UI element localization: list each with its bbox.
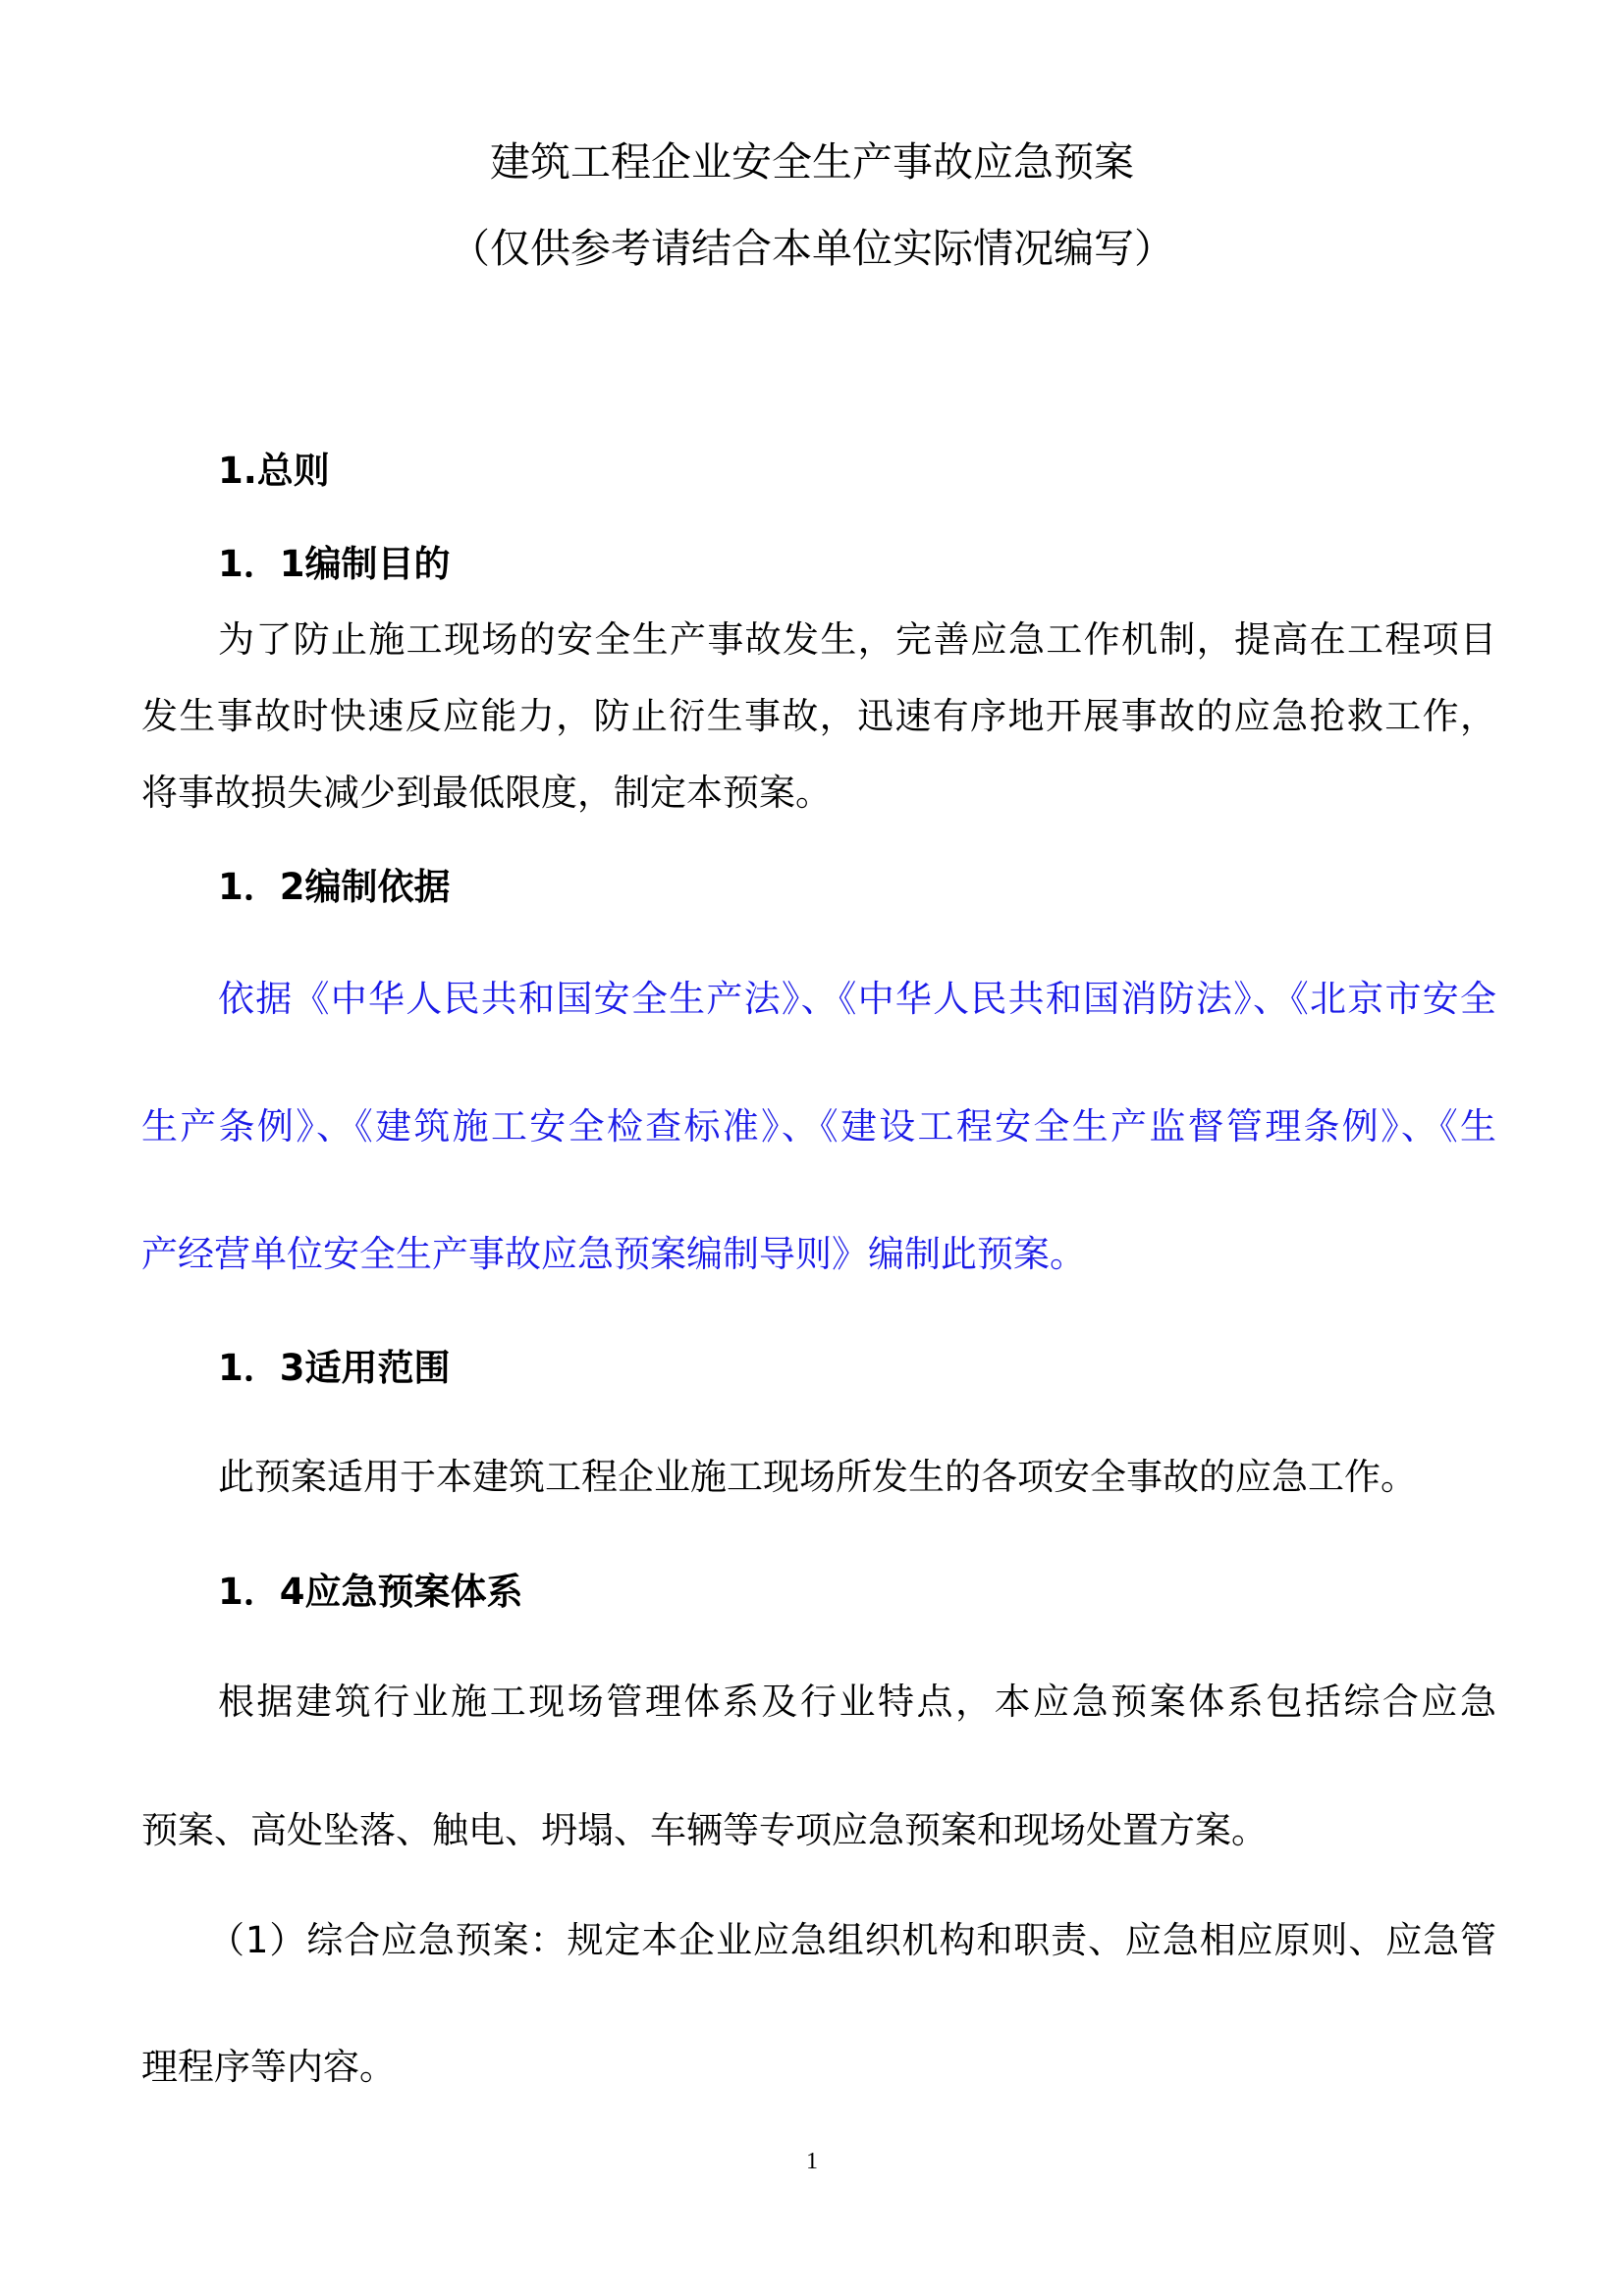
section-heading-purpose: 1．1编制目的 — [218, 543, 451, 585]
basis-line-1: 依据《中华人民共和国安全生产法》、《中华人民共和国消防法》、《北京市安全 — [218, 978, 1496, 1020]
system-line-3: （1）综合应急预案：规定本企业应急组织机构和职责、应急相应原则、应急管 — [208, 1919, 1496, 1961]
document-title: 建筑工程企业安全生产事故应急预案 — [490, 138, 1134, 186]
purpose-line-2: 发生事故时快速反应能力，防止衍生事故，迅速有序地开展事故的应急抢救工作， — [141, 695, 1496, 737]
purpose-line-3: 将事故损失减少到最低限度，制定本预案。 — [141, 772, 832, 814]
purpose-line-1: 为了防止施工现场的安全生产事故发生，完善应急工作机制，提高在工程项目 — [218, 618, 1496, 661]
section-heading-basis: 1．2编制依据 — [218, 866, 451, 908]
section-heading-system: 1．4应急预案体系 — [218, 1571, 523, 1613]
section-heading-general: 1.总则 — [218, 450, 330, 492]
section-heading-scope: 1．3适用范围 — [218, 1347, 451, 1389]
scope-line-1: 此预案适用于本建筑工程企业施工现场所发生的各项安全事故的应急工作。 — [218, 1456, 1417, 1498]
basis-line-3: 产经营单位安全生产事故应急预案编制导则》编制此预案。 — [141, 1233, 1086, 1275]
document-subtitle: （仅供参考请结合本单位实际情况编写） — [450, 225, 1174, 272]
system-line-2: 预案、高处坠落、触电、坍塌、车辆等专项应急预案和现场处置方案。 — [141, 1809, 1268, 1851]
page-number: 1 — [806, 2149, 818, 2174]
system-line-1: 根据建筑行业施工现场管理体系及行业特点，本应急预案体系包括综合应急 — [218, 1681, 1496, 1723]
system-line-4: 理程序等内容。 — [141, 2046, 396, 2088]
basis-line-2: 生产条例》、《建筑施工安全检查标准》、《建设工程安全生产监督管理条例》、《生 — [141, 1105, 1496, 1148]
